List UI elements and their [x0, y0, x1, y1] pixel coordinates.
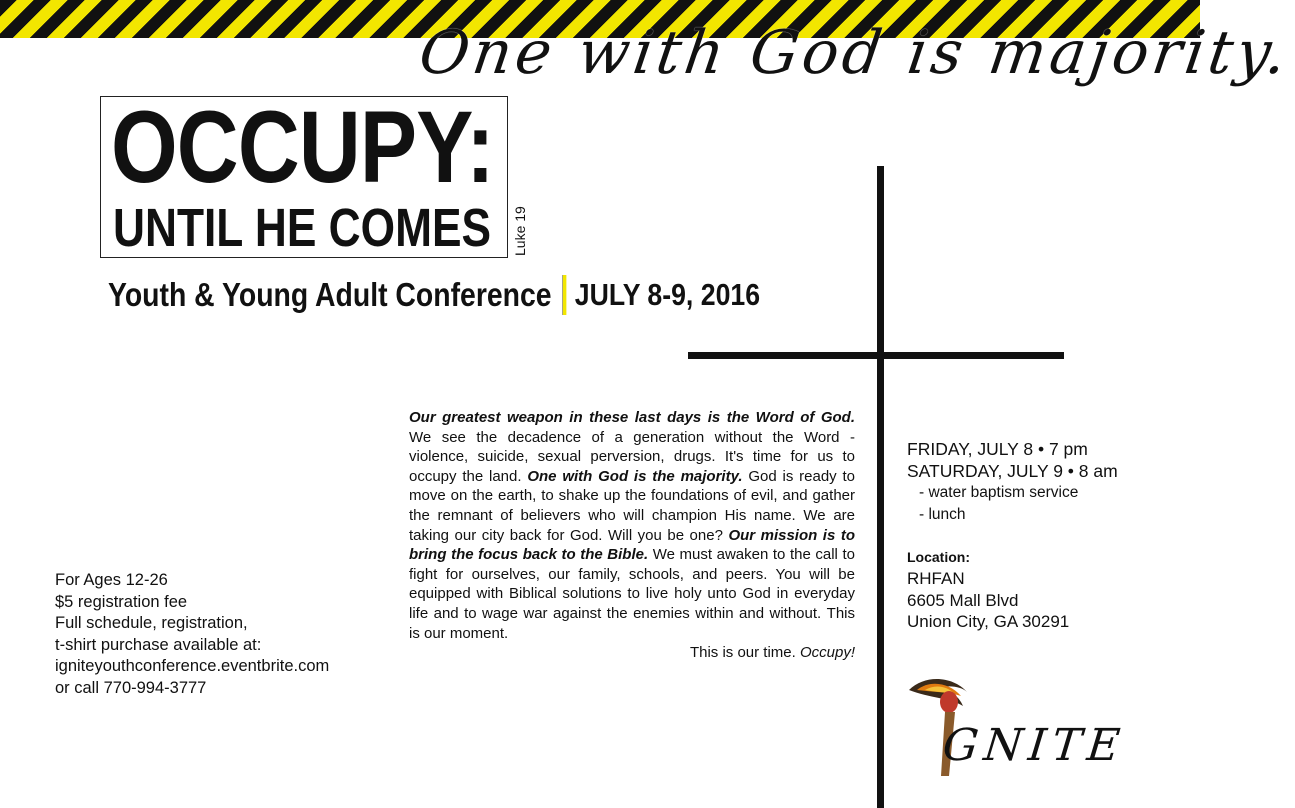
title-until-he-comes: UNTIL HE COMES	[113, 198, 492, 258]
conference-dates: JULY 8-9, 2016	[574, 277, 761, 312]
location-city: Union City, GA 30291	[907, 612, 1070, 631]
age-range: For Ages 12-26	[55, 571, 168, 589]
conference-line	[108, 272, 760, 318]
schedule-item-lunch: - lunch	[919, 506, 966, 523]
schedule-saturday: SATURDAY, JULY 9 • 8 am	[907, 461, 1118, 481]
body-closing	[409, 643, 855, 663]
location-label: Location:	[907, 549, 970, 565]
body-text-2: God is ready to move on the earth, to shake up the foundations of evil, and gather the remnant of believers who will champion His name. We are taking our city back for God. Will you be one?	[409, 467, 855, 544]
cross-horizontal-bar	[688, 352, 1064, 359]
title-box	[100, 90, 508, 258]
cross-vertical-bar	[877, 166, 884, 808]
info-line-schedule: Full schedule, registration,	[55, 614, 248, 632]
info-line-tshirt: t-shirt purchase available at:	[55, 635, 262, 654]
schedule-friday: FRIDAY, JULY 8 • 7 pm	[907, 439, 1088, 459]
event-location	[907, 546, 1167, 633]
body-time: This is our time.	[689, 644, 800, 662]
body-emphasis-3: Our mission is to bring the focus back to the Bible.	[409, 526, 855, 564]
registration-fee: $5 registration fee	[55, 592, 188, 611]
mission-paragraph	[409, 408, 855, 663]
schedule-item-baptism: - water baptism service	[919, 484, 1079, 501]
conference-divider	[562, 275, 566, 315]
title-occupy: OCCUPY:	[111, 90, 494, 204]
tagline: One with God is majority.	[415, 18, 1295, 88]
body-emphasis-2: One with God is the majority.	[527, 467, 743, 485]
location-name: RHFAN	[907, 569, 965, 588]
scripture-reference: Luke 19	[512, 206, 528, 256]
body-occupy: Occupy!	[799, 644, 855, 662]
ignite-logo	[905, 672, 1129, 782]
event-schedule	[907, 438, 1167, 526]
location-street: 6605 Mall Blvd	[907, 590, 1019, 610]
body-emphasis-1: Our greatest weapon in these last days is the Word of God.	[409, 409, 855, 426]
registration-info	[55, 570, 385, 699]
body-text-3: We must awaken to the call to fight for ourselves, our family, schools, and peers. You will be equipped with Biblical solutions to live holy unto God in everyday life and to wage war against the enemies within and without.	[409, 546, 855, 622]
body-text-1: We see the decadence of a generation without the Word - violence, suicide, sexual perversion, drugs. It's time for us to occupy the land.	[409, 428, 855, 485]
contact-phone: or call 770-994-3777	[55, 678, 207, 697]
registration-url: igniteyouthconference.eventbrite.com	[55, 657, 330, 675]
logo-wordmark: GNITE	[940, 720, 1129, 771]
body-moment: This is our moment.	[409, 604, 855, 642]
conference-name: Youth & Young Adult Conference	[108, 276, 552, 313]
